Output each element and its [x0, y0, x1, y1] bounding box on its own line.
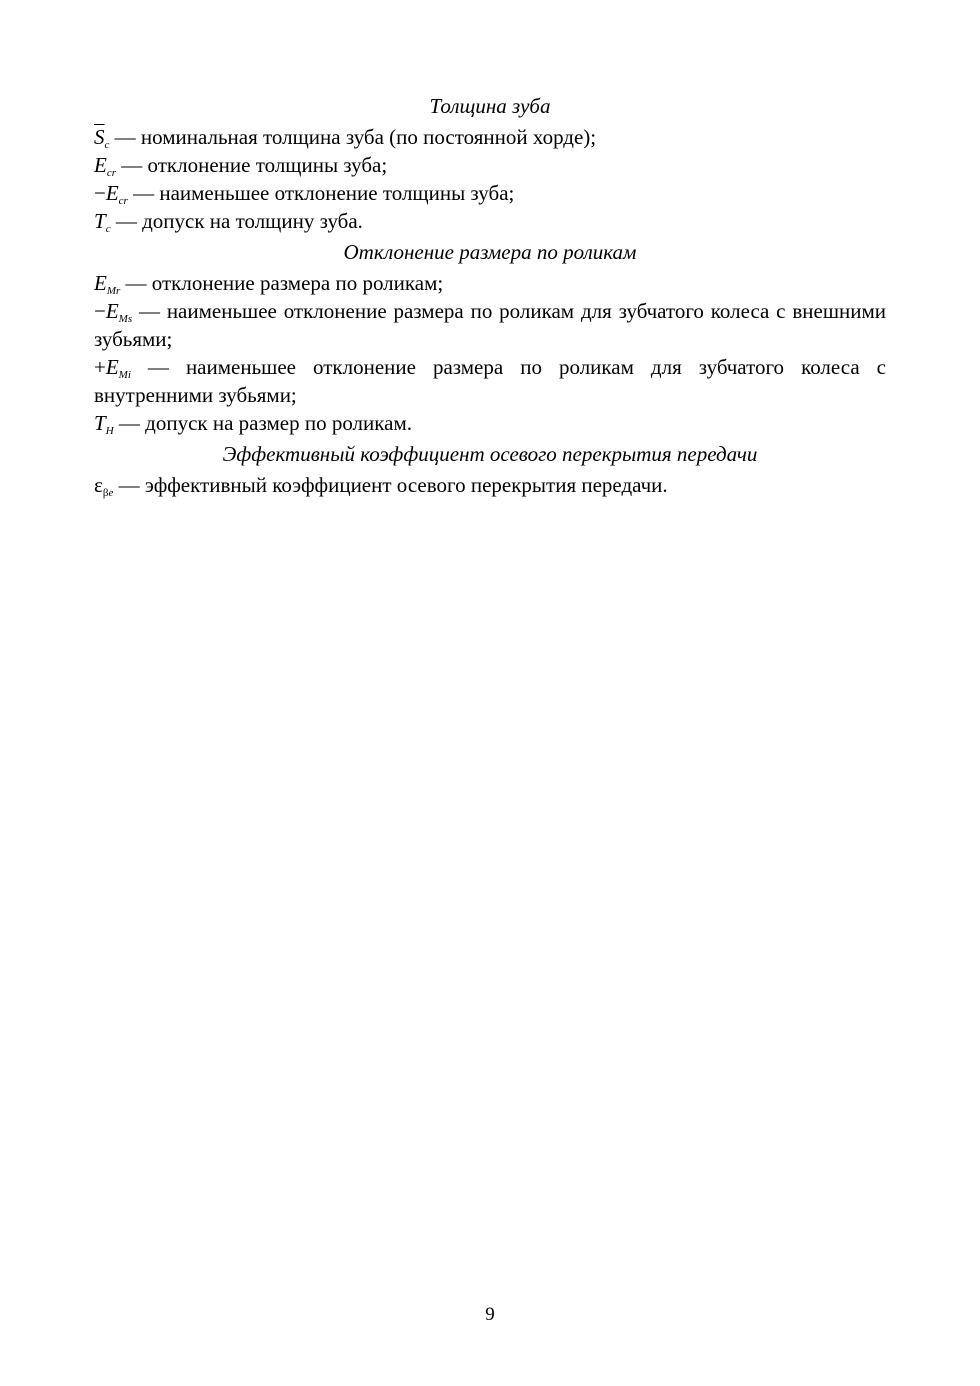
definition-text: — отклонение толщины зуба; — [116, 153, 388, 177]
definition-text: — эффективный коэффициент осевого перекрытия передачи. — [113, 473, 668, 497]
page-content — [94, 92, 886, 499]
definition-entry — [94, 151, 886, 179]
page-number: 9 — [485, 1304, 495, 1325]
math-symbol: $-E_{cr}$ — [94, 181, 128, 207]
math-symbol: $+E_{Mi}$ — [94, 355, 131, 381]
math-symbol: $\varepsilon_{\beta e}$ — [94, 473, 114, 499]
math-symbol: $T_c$ — [94, 209, 111, 235]
definition-text: — допуск на толщину зуба. — [110, 209, 363, 233]
definition-entry — [94, 409, 886, 437]
definition-entry — [94, 297, 886, 353]
definition-text: — наименьшее отклонение размера по роликам для зубчатого колеса с внешними зубьями; — [94, 299, 886, 351]
section-heading-axial-overlap: Эффективный коэффициент осевого перекрытия передачи — [222, 442, 758, 466]
math-symbol: $T_H$ — [94, 411, 114, 437]
definition-entry — [94, 207, 886, 235]
section-heading-rollers: Отклонение размера по роликам — [343, 240, 637, 264]
definition-entry — [94, 471, 886, 499]
definition-text: — допуск на размер по роликам. — [113, 411, 412, 435]
definition-text: — наименьшее отклонение размера по роликам для зубчатого колеса с внутренними зубьями; — [94, 355, 886, 407]
definition-entry — [94, 123, 886, 151]
math-symbol: $E_{cr}$ — [94, 153, 116, 179]
definition-entry — [94, 179, 886, 207]
section-heading-tooth-thickness: Толщина зуба — [429, 94, 551, 118]
definition-text: — наименьшее отклонение толщины зуба; — [127, 181, 515, 205]
definition-text: — номинальная толщина зуба (по постоянной хорде); — [109, 125, 597, 149]
math-symbol: $\overline{S}_c$ — [94, 125, 110, 151]
definition-text: — отклонение размера по роликам; — [120, 271, 444, 295]
math-symbol: $E_{Mr}$ — [94, 271, 121, 297]
math-symbol: $-E_{Ms}$ — [94, 299, 133, 325]
definition-entry — [94, 269, 886, 297]
definition-entry — [94, 353, 886, 409]
